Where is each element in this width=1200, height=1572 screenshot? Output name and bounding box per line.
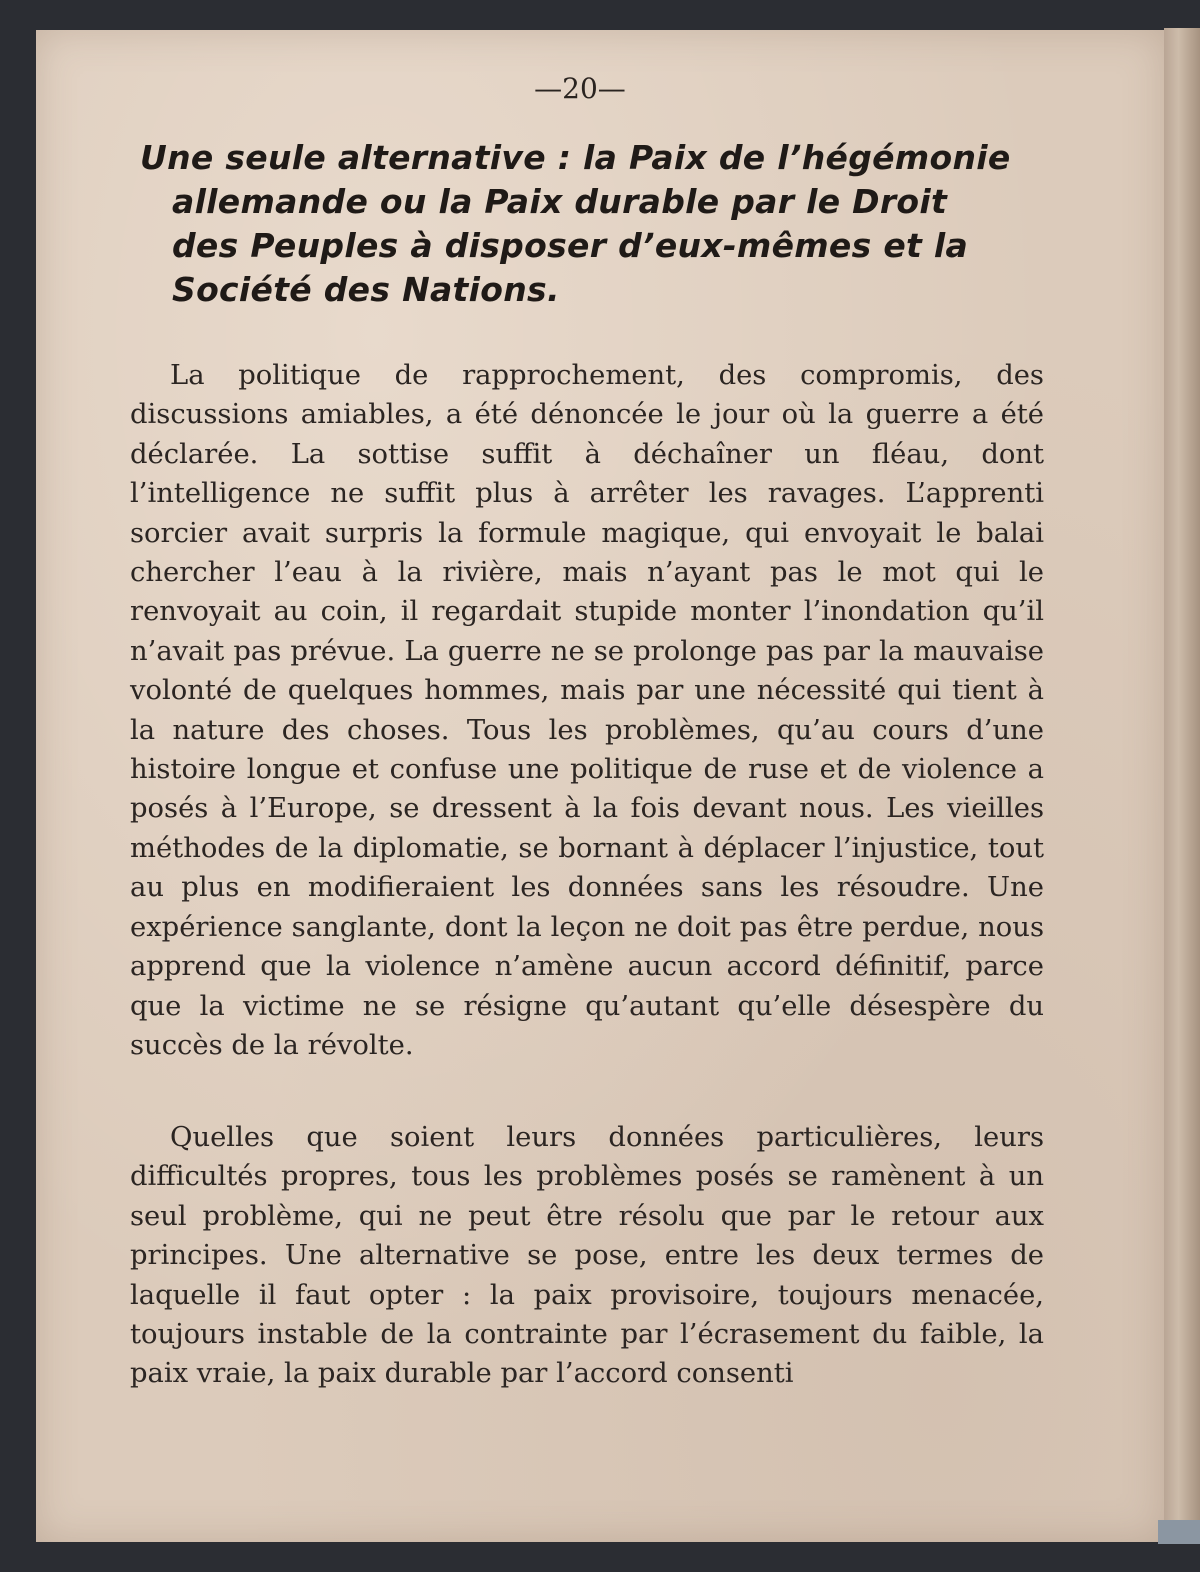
heading-line-3: des Peuples à disposer d’eux-mêmes et la	[172, 226, 969, 265]
body-paragraph: Quelles que soient leurs données particulières, leurs difficultés propres, tous les problèmes posés se ramènent à un seul problème, qui ne peut être résolu que par le retour aux principes. Une alternative se pose, entre les deux termes de laquelle il faut opter : la paix provisoire, toujours menacée, toujours instable de la contrainte par l’écrasement du faible, la paix vraie, la paix durable par l’accord consenti	[130, 1122, 1044, 1390]
book-spine	[1164, 28, 1200, 1544]
page-number: —20—	[534, 72, 626, 105]
heading-line-2: allemande ou la Paix durable par le Droit	[172, 182, 948, 221]
body-paragraph: La politique de rapprochement, des compromis, des discussions amiables, a été dénoncée le jour où la guerre a été déclarée. La sottise suffit à déchaîner un fléau, dont l’intelligence ne suffit plus à arrêter les ravages. L’apprenti sorcier avait surpris la formule magique, qui envoyait le balai chercher l’eau à la rivière, mais n’ayant pas le mot qui le renvoyait au coin, il regardait stupide monter l’inondation qu’il n’avait pas prévue. La guerre ne se prolonge pas par la mauvaise volonté de quelques hommes, mais par une nécessité qui tient à la nature des choses. Tous les problèmes, qu’au cours d’une histoire longue et confuse une politique de ruse et de violence a posés à l’Europe, se dressent à la fois devant nous. Les vieilles méthodes de la diplomatie, se bornant à déplacer l’injustice, tout au plus en modifieraient les données sans les résoudre. Une expérience sanglante, dont la leçon ne doit pas être perdue, nous apprend que la violence n’amène aucun accord définitif, parce que la victime ne se résigne qu’autant qu’elle désespère du succès de la révolte.	[130, 360, 1044, 1061]
spine-edge	[1158, 1520, 1200, 1544]
heading-line-4: Société des Nations.	[172, 270, 560, 309]
body-paragraph-1-block	[130, 356, 1044, 1065]
section-heading	[140, 136, 1050, 312]
heading-line-1: Une seule alternative : la Paix de l’hégémonie	[140, 138, 1011, 177]
body-paragraph-2-block	[130, 1118, 1044, 1394]
